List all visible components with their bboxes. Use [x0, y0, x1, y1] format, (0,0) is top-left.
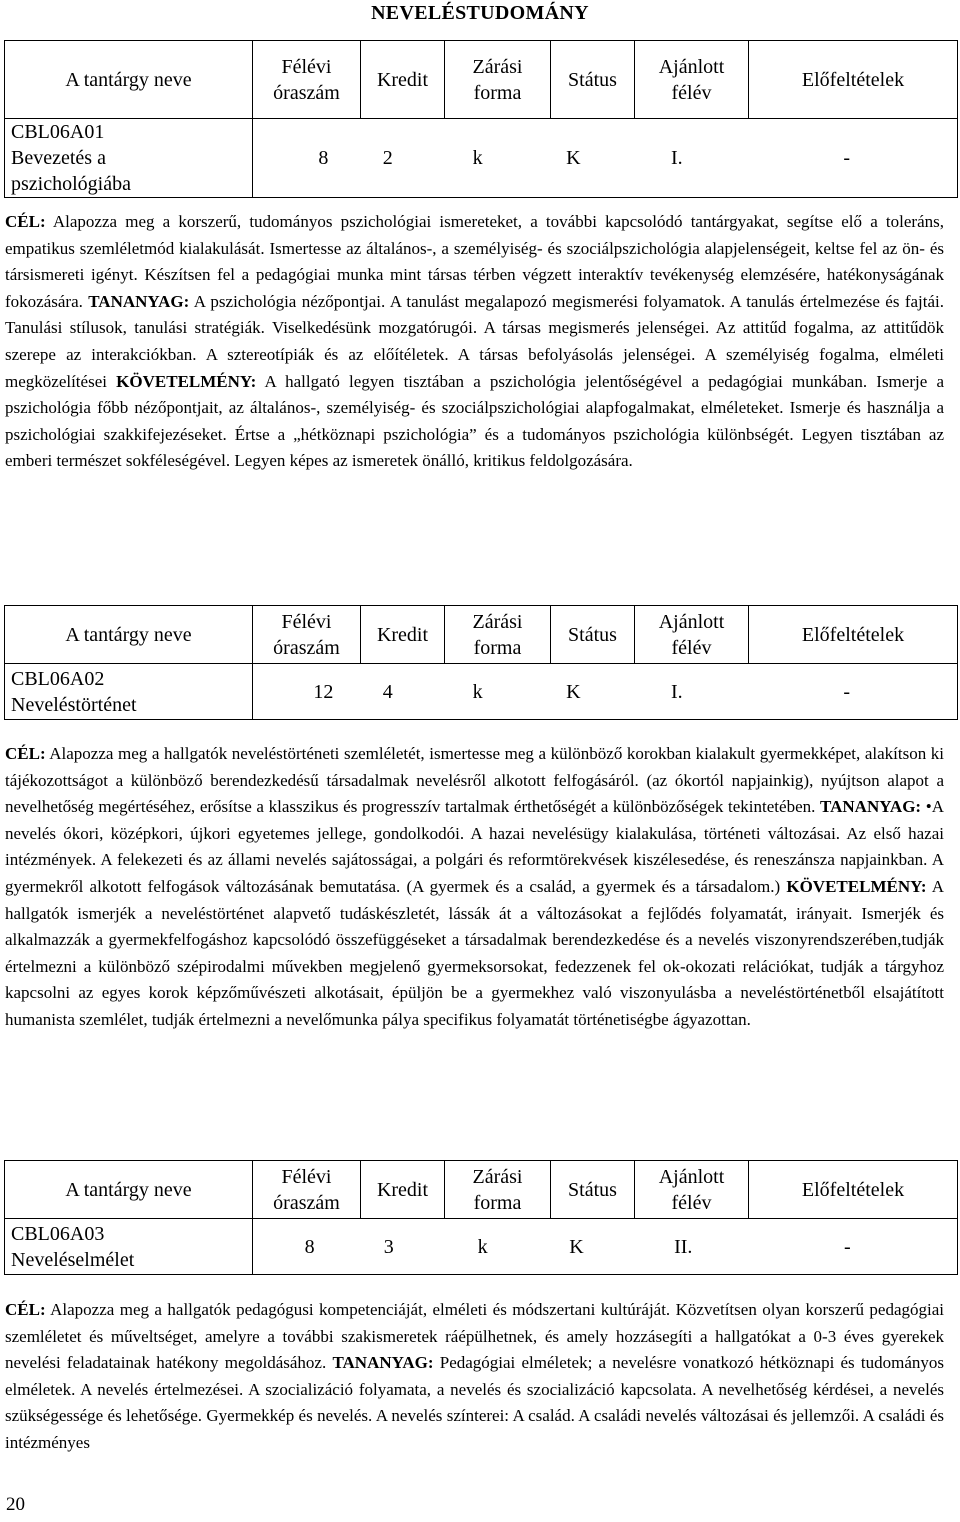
kovetelmeny-label: KÖVETELMÉNY:: [786, 876, 927, 896]
header-semester: Ajánlott félév: [635, 41, 749, 119]
course-info-table: [4, 1160, 958, 1275]
header-prereq: Előfeltételek: [749, 1161, 958, 1219]
course-semester: II.: [674, 1235, 693, 1258]
cel-label: CÉL:: [5, 212, 46, 231]
page-title: NEVELÉSTUDOMÁNY: [371, 2, 589, 24]
header-hours: Félévi óraszám: [253, 41, 361, 119]
header-semester: Ajánlott félév: [635, 606, 749, 664]
header-credit: Kredit: [361, 1161, 445, 1219]
kovetelmeny-text: A hallgatók ismerjék a neveléstörténet alapvető tudáskészletét, lássák át a változásokat a fejlődés folyamatát, irányait. Ismerjék és alkalmazzák a gyermekfelfogáshoz kapcsolódó összefüggéseket a társadalmak berendezkedése és a nevelés viszonyrendszerében,tudják értelmezni a különböző szépirodalmi művekben megjelenő gyermeksorsokat, fedezzenek fel ok-okozati relációkat, tudják a tárgyhoz kapcsolni az egyes korok képzőművészeti alkotásait, épüljön be a gyermekhez való viszonyulásba a neveléstörténetből elsajátított humanista szemlélet, tudják értelmezni a nevelőmunka pálya specifikus folyamatát történetiségbe ágyazottan.: [5, 876, 945, 1029]
header-name: A tantárgy neve: [5, 606, 253, 664]
kovetelmeny-text: A hallgató legyen tisztában a pszichológia jelentőségével a pedagógiai munkában. Ismerje a pszichológia főbb nézőpontjait, az általános-, személyiség- és szociálpszichológiai alapfogalmakat, elméleteket. Ismerje és használja a pszichológiai szakkifejezéseket. Értse a „hétköznapi pszichológia” és a tudományos pszichológia különbségét. Legyen tisztában az emberi természet sokféleségével. Legyen képes az ismeretek önálló, kritikus feldolgozására.: [5, 371, 945, 471]
course-hours: 8: [304, 1235, 315, 1258]
header-hours: Félévi óraszám: [253, 606, 361, 664]
course-name: pszichológiába: [11, 173, 131, 195]
header-exam: Zárási forma: [445, 606, 551, 664]
course-exam: k: [477, 1235, 488, 1258]
cel-text: Alapozza meg a korszerű, tudományos pszichológiai ismereteket, a további kapcsolódó tantárgyakat, segítse elő a toleráns, empatikus szemléletmód kialakulását. Ismertesse az általános-, a személyiség- és szociálpszichológia alapjelenségeit, keltse fel az ön- és társismereti igényt. Készítsen fel a pedagógiai munka mint társas térben végzett interaktív tevékenység elemzésére, hatékonyságának fokozására.: [5, 212, 944, 311]
course-description-1: [5, 209, 944, 475]
course-credit: 3: [383, 1235, 394, 1258]
course-status: K: [566, 680, 581, 703]
course-info-table: [4, 40, 958, 198]
course-hours: 12: [313, 680, 334, 703]
cel-label: CÉL:: [5, 744, 46, 763]
cel-text: Alapozza meg a hallgatók neveléstörténeti szemléletét, ismertesse meg a különböző korokban kialakult gyermekképet, alakítson ki tájékozottságot a különböző berendezkedésű társadalmak nevelésről alkotott felfogásáról. (az ókortól napjainkig), nyújtson alapot a nevelhetőség megértéséhez, erősítse a klasszikus és progresszív tartalmak érthetőségét a különbözőségek tekintetében.: [5, 744, 944, 817]
header-credit: Kredit: [361, 41, 445, 119]
tananyag-text: A pszichológia nézőpontjai. A tanulást megalapozó megismerési folyamatok. A tanulás értelmezése és fajtái. Tanulási stílusok, tanulási stratégiák. Viselkedésünk mozgatórugói. A társas megismerés jelenségei. Az attitűd fogalma, az attitűdök szerepe az interakciókban. A sztereotípiák és az előítéletek. A társas befolyásolás jelenségei. A személyiség fogalma, elméleti megközelítései: [5, 291, 944, 391]
tananyag-label: TANANYAG:: [88, 291, 190, 311]
course-code: CBL06A03: [11, 1222, 105, 1245]
course-table-2: [4, 605, 957, 720]
tananyag-text: Pedagógiai elméletek; a nevelésre vonatkozó hétköznapi és tudományos elméletek. A nevelés értelmezései. A szocializáció folyamata, a nevelés és szocializáció kapcsolata. A nevelhetőség kérdései, a nevelés szükségessége és lehetősége. Gyermekkép és nevelés. A nevelés színterei: A család. A családi nevelés változásai és jellemzői. A családi és intézményes: [5, 1353, 944, 1452]
kovetelmeny-label: KÖVETELMÉNY:: [116, 371, 257, 391]
course-info-table: [4, 605, 958, 720]
cel-text: Alapozza meg a hallgatók pedagógusi kompetenciáját, elméleti és módszertani kultúráját. Közvetítsen olyan korszerű pedagógiai szemléletet és műveltséget, amelyre a további szakismeretek ráépülhetnek, és amely hozzásegíti a hallgatókat a 0-3 éves gyerekek nevelési feladatainak hatékony megoldásához.: [5, 1300, 944, 1373]
header-status: Státus: [551, 1161, 635, 1219]
header-hours: Félévi óraszám: [253, 1161, 361, 1219]
cel-label: CÉL:: [5, 1300, 46, 1319]
course-credit: 4: [382, 680, 393, 703]
tananyag-text: •A nevelés ókori, középkori, újkori egyetemes jellege, gondolkodói. A hazai nevelésügy kialakulása, történeti változásai. Az első hazai intézmények. A felekezeti és az állami nevelés sajátosságai, a polgári és reformtörekvések kiszélesedése, és reneszánsza napjainkban. A gyermekről alkotott felfogások változásának bemutatása. (A gyermek és a család, a gyermek és a társadalom.): [5, 797, 944, 896]
header-name: A tantárgy neve: [5, 41, 253, 119]
course-name-cell: [5, 119, 253, 198]
tananyag-label: TANANYAG:: [332, 1353, 434, 1373]
header-semester: Ajánlott félév: [635, 1161, 749, 1219]
header-status: Státus: [551, 41, 635, 119]
course-description-3: [5, 1297, 944, 1457]
course-exam: k: [472, 147, 483, 169]
course-name-cell: [5, 664, 253, 720]
header-exam: Zárási forma: [445, 41, 551, 119]
course-name: Bevezetés a: [11, 147, 106, 169]
course-name: Neveléselmélet: [11, 1248, 135, 1271]
header-prereq: Előfeltételek: [749, 606, 958, 664]
tananyag-label: TANANYAG:: [820, 797, 922, 817]
header-credit: Kredit: [361, 606, 445, 664]
header-prereq: Előfeltételek: [749, 41, 958, 119]
course-code: CBL06A01: [11, 121, 105, 143]
course-name-cell: [5, 1219, 253, 1275]
course-semester: I.: [670, 680, 683, 703]
course-status: K: [569, 1235, 584, 1258]
course-hours: 8: [318, 147, 329, 169]
course-prereq: -: [843, 147, 850, 169]
header-name: A tantárgy neve: [5, 1161, 253, 1219]
course-table-1: [4, 40, 957, 198]
course-semester: I.: [670, 147, 683, 169]
course-status: K: [566, 147, 581, 169]
course-credit: 2: [382, 147, 393, 169]
course-prereq: -: [843, 1235, 851, 1258]
course-name: Neveléstörténet: [11, 693, 137, 716]
course-table-3: [4, 1160, 957, 1275]
course-prereq: -: [843, 680, 850, 703]
header-status: Státus: [551, 606, 635, 664]
header-exam: Zárási forma: [445, 1161, 551, 1219]
course-exam: k: [472, 680, 483, 703]
page-number: 20: [6, 1494, 25, 1515]
course-description-2: [5, 741, 944, 1034]
course-code: CBL06A02: [11, 667, 105, 690]
